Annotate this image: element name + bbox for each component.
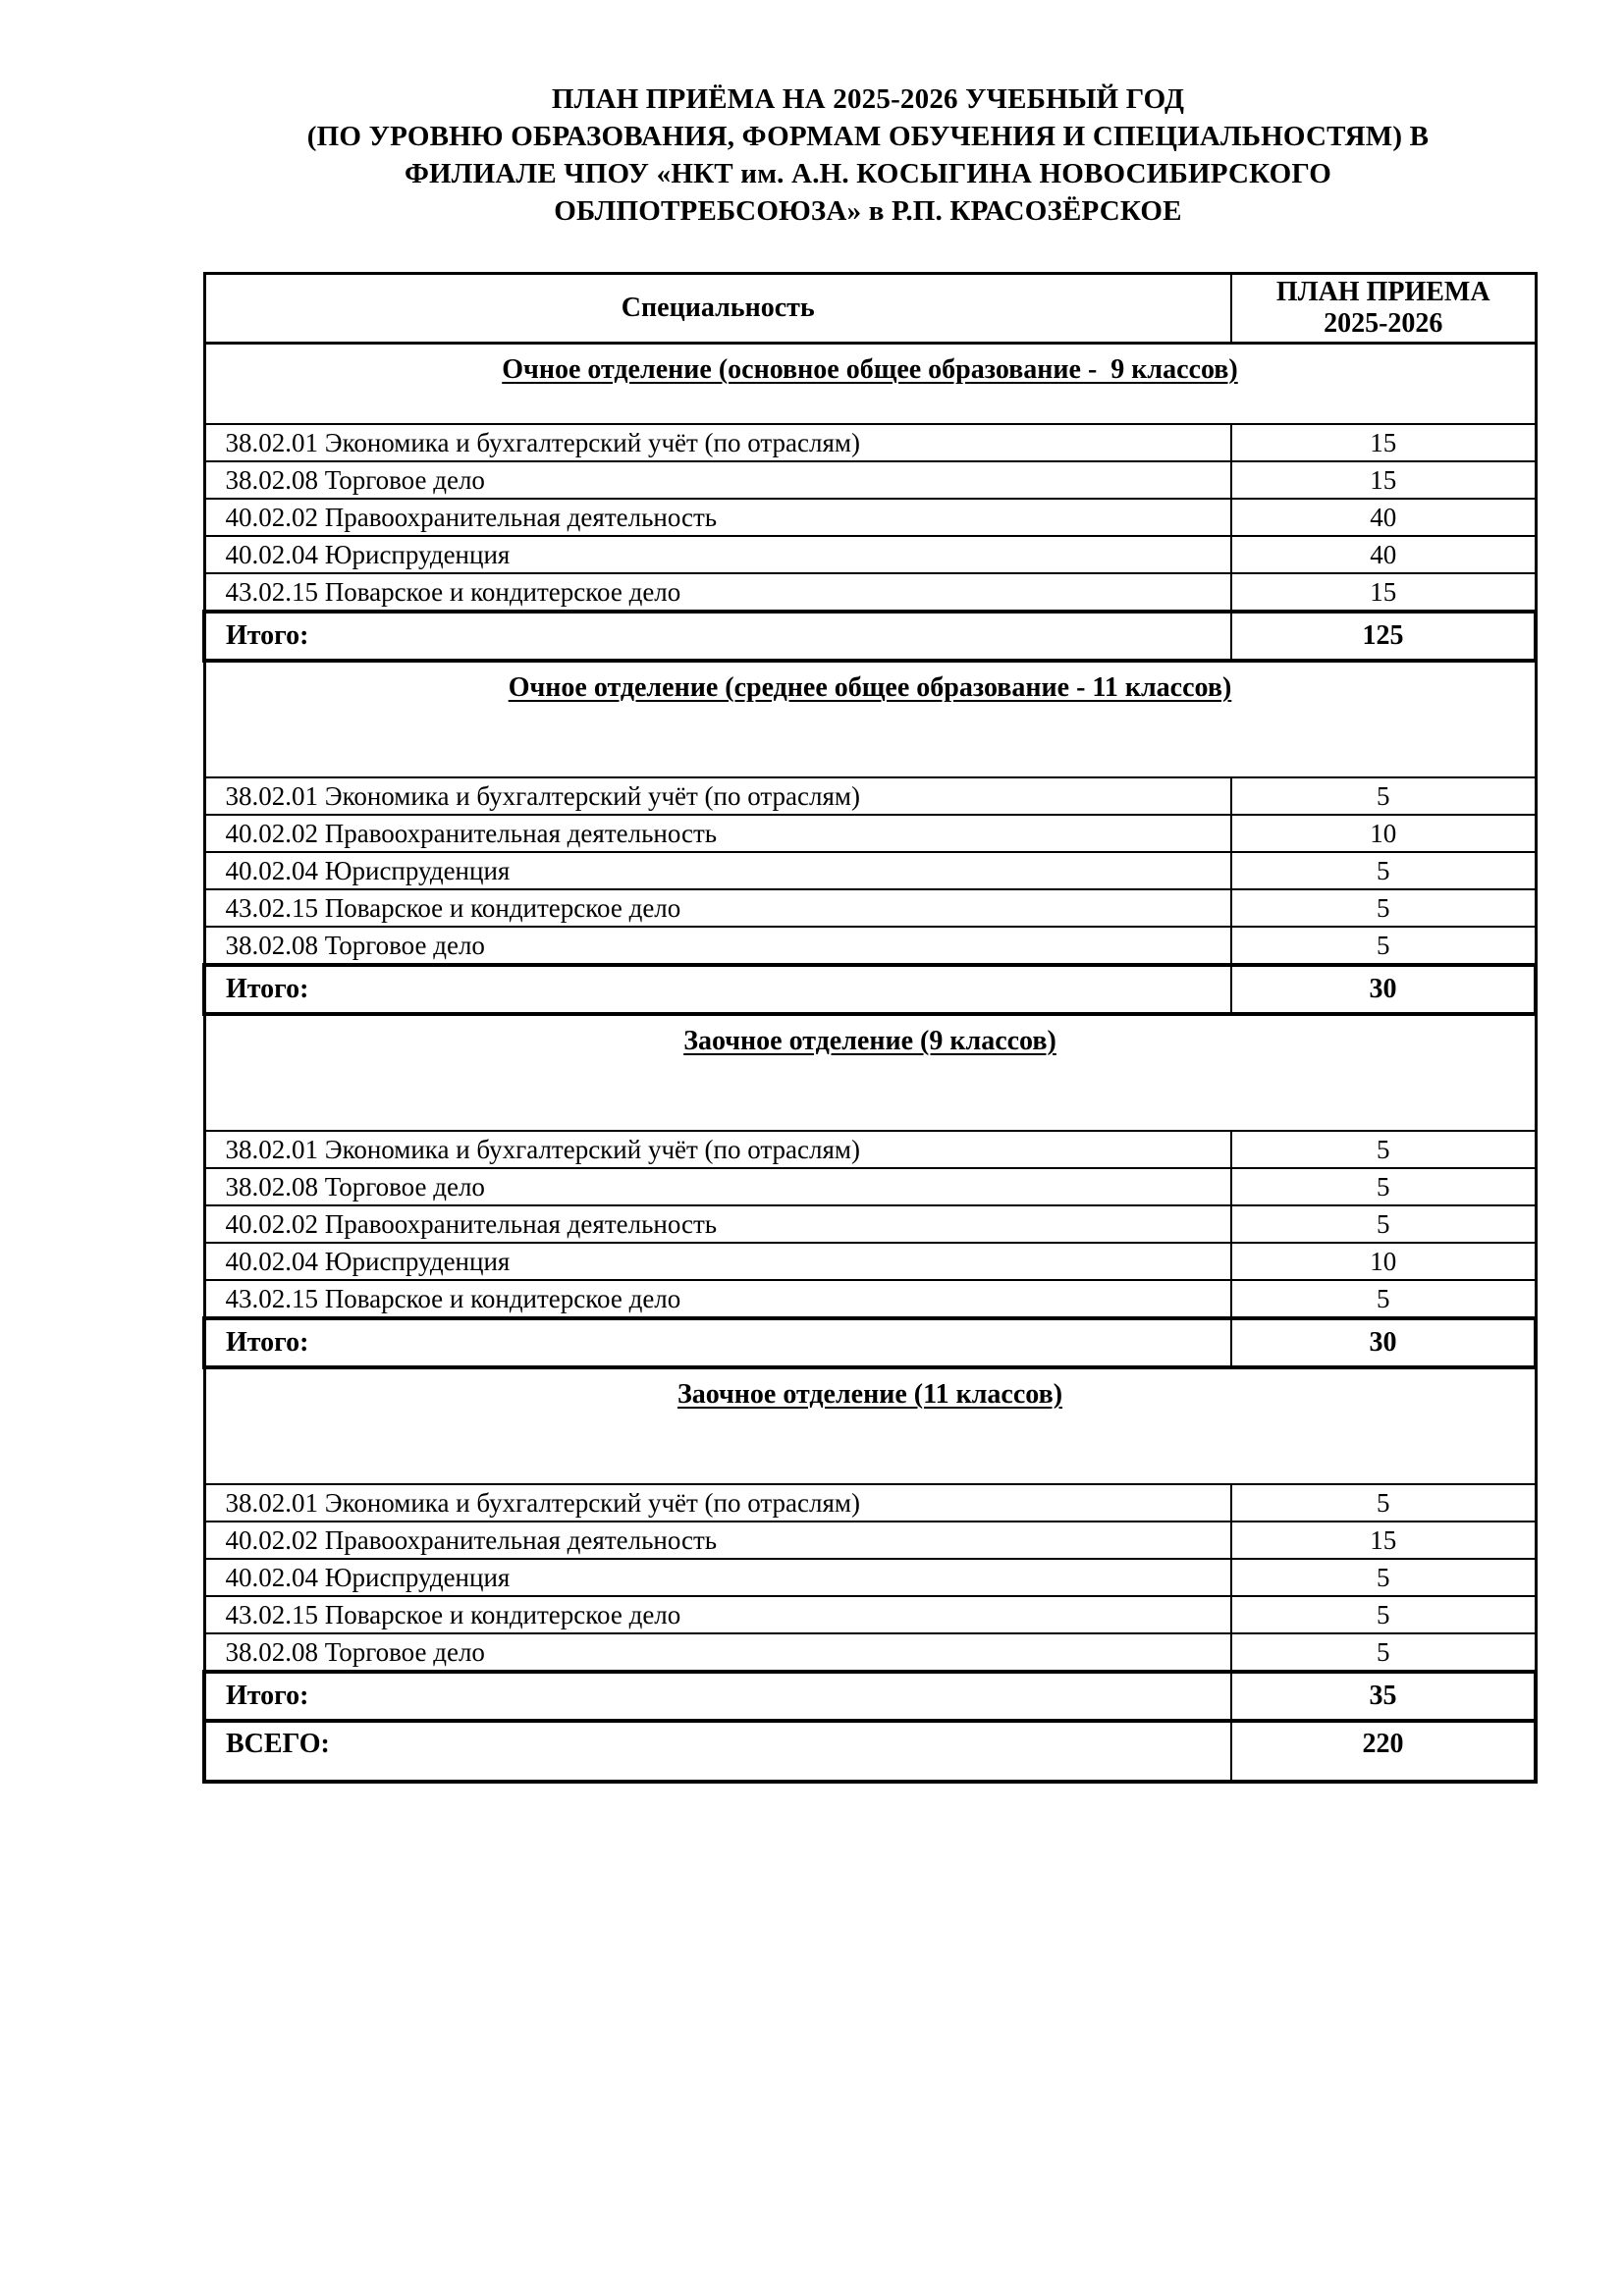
section-total-row — [204, 965, 1536, 1014]
spec-row — [204, 1596, 1536, 1633]
spec-name-cell: 40.02.02 Правоохранительная деятельность — [204, 1522, 1231, 1559]
plan-value-cell: 15 — [1231, 573, 1536, 612]
plan-value-cell: 5 — [1231, 927, 1536, 965]
plan-value-cell: 5 — [1231, 1559, 1536, 1596]
grand-total-label-cell: ВСЕГО: — [204, 1721, 1231, 1782]
specialty-column-header: Специальность — [204, 274, 1231, 344]
spec-row — [204, 1484, 1536, 1522]
section-title: Очное отделение (среднее общее образование - 11 классов) — [508, 672, 1232, 703]
plan-value-cell: 40 — [1231, 536, 1536, 573]
spec-row — [204, 889, 1536, 927]
spec-name-cell: 38.02.08 Торговое дело — [204, 927, 1231, 965]
plan-value-cell: 40 — [1231, 499, 1536, 536]
admission-plan-table — [202, 272, 1538, 1784]
spec-name-cell: 43.02.15 Поварское и кондитерское дело — [204, 1280, 1231, 1318]
total-value-cell: 30 — [1231, 965, 1536, 1014]
plan-value-cell: 5 — [1231, 777, 1536, 815]
title-line-2: (ПО УРОВНЮ ОБРАЗОВАНИЯ, ФОРМАМ ОБУЧЕНИЯ И СПЕЦИАЛЬНОСТЯМ) В — [306, 121, 1430, 152]
spec-row — [204, 1131, 1536, 1168]
spec-row — [204, 1559, 1536, 1596]
total-label-cell: Итого: — [204, 1672, 1231, 1721]
spec-row — [204, 1280, 1536, 1318]
plan-value-cell: 10 — [1231, 1243, 1536, 1280]
spec-row — [204, 1243, 1536, 1280]
spec-name-cell: 40.02.02 Правоохранительная деятельность — [204, 1205, 1231, 1243]
spec-name-cell: 38.02.01 Экономика и бухгалтерский учёт (по отраслям) — [204, 424, 1231, 461]
total-label-cell: Итого: — [204, 1318, 1231, 1367]
plan-column-header — [1231, 274, 1536, 344]
spec-name-cell: 40.02.04 Юриспруденция — [204, 852, 1231, 889]
plan-value-cell: 5 — [1231, 1633, 1536, 1672]
spec-name-cell: 40.02.04 Юриспруденция — [204, 1559, 1231, 1596]
grand-total-row — [204, 1721, 1536, 1782]
spec-row — [204, 1168, 1536, 1205]
section-total-row — [204, 612, 1536, 661]
total-value-cell: 35 — [1231, 1672, 1536, 1721]
section-title: Заочное отделение (9 классов) — [683, 1026, 1056, 1056]
spec-row — [204, 536, 1536, 573]
spec-row — [204, 815, 1536, 852]
spec-row — [204, 424, 1536, 461]
document-title — [202, 0, 1534, 230]
spec-row — [204, 499, 1536, 536]
plan-value-cell: 5 — [1231, 1168, 1536, 1205]
section-total-row — [204, 1318, 1536, 1367]
section-title: Заочное отделение (11 классов) — [677, 1379, 1063, 1410]
plan-value-cell: 5 — [1231, 1205, 1536, 1243]
spec-name-cell: 38.02.08 Торговое дело — [204, 1168, 1231, 1205]
total-value-cell: 125 — [1231, 612, 1536, 661]
section-title: Очное отделение (основное общее образование - 9 классов) — [502, 354, 1238, 385]
spec-name-cell: 40.02.02 Правоохранительная деятельность — [204, 499, 1231, 536]
table-header-row — [204, 274, 1536, 344]
spec-name-cell: 43.02.15 Поварское и кондитерское дело — [204, 889, 1231, 927]
title-line-1: ПЛАН ПРИЁМА НА 2025-2026 УЧЕБНЫЙ ГОД — [551, 83, 1185, 115]
plan-value-cell: 5 — [1231, 1484, 1536, 1522]
grand-total-value-cell: 220 — [1231, 1721, 1536, 1782]
plan-value-cell: 5 — [1231, 1131, 1536, 1168]
spec-row — [204, 461, 1536, 499]
section-header-zaochnoe-9 — [204, 1014, 1536, 1131]
spec-row — [204, 573, 1536, 612]
section-header-zaochnoe-11 — [204, 1367, 1536, 1484]
spec-name-cell: 40.02.04 Юриспруденция — [204, 1243, 1231, 1280]
spec-name-cell: 40.02.04 Юриспруденция — [204, 536, 1231, 573]
plan-value-cell: 5 — [1231, 1280, 1536, 1318]
title-line-3: ФИЛИАЛЕ ЧПОУ «НКТ им. А.Н. КОСЫГИНА НОВОСИБИРСКОГО — [404, 158, 1332, 189]
spec-name-cell: 43.02.15 Поварское и кондитерское дело — [204, 1596, 1231, 1633]
plan-value-cell: 15 — [1231, 461, 1536, 499]
plan-value-cell: 5 — [1231, 852, 1536, 889]
plan-value-cell: 5 — [1231, 889, 1536, 927]
plan-value-cell: 10 — [1231, 815, 1536, 852]
title-line-4: ОБЛПОТРЕБСОЮЗА» в Р.П. КРАСОЗЁРСКОЕ — [554, 195, 1182, 227]
plan-header-line-1: ПЛАН ПРИЕМА — [1275, 277, 1490, 307]
spec-row — [204, 777, 1536, 815]
spec-row — [204, 927, 1536, 965]
spec-name-cell: 38.02.01 Экономика и бухгалтерский учёт (по отраслям) — [204, 1131, 1231, 1168]
spec-name-cell: 40.02.02 Правоохранительная деятельность — [204, 815, 1231, 852]
plan-value-cell: 5 — [1231, 1596, 1536, 1633]
spec-row — [204, 1633, 1536, 1672]
spec-row — [204, 1205, 1536, 1243]
total-label-cell: Итого: — [204, 965, 1231, 1014]
spec-row — [204, 852, 1536, 889]
spec-name-cell: 38.02.08 Торговое дело — [204, 1633, 1231, 1672]
spec-name-cell: 38.02.01 Экономика и бухгалтерский учёт (по отраслям) — [204, 777, 1231, 815]
total-value-cell: 30 — [1231, 1318, 1536, 1367]
spec-name-cell: 38.02.08 Торговое дело — [204, 461, 1231, 499]
total-label-cell: Итого: — [204, 612, 1231, 661]
spec-name-cell: 43.02.15 Поварское и кондитерское дело — [204, 573, 1231, 612]
spec-name-cell: 38.02.01 Экономика и бухгалтерский учёт (по отраслям) — [204, 1484, 1231, 1522]
section-header-ochnoe-11 — [204, 661, 1536, 777]
plan-value-cell: 15 — [1231, 1522, 1536, 1559]
spec-row — [204, 1522, 1536, 1559]
section-total-row — [204, 1672, 1536, 1721]
section-header-ochnoe-9 — [204, 344, 1536, 425]
plan-header-line-2: 2025-2026 — [1324, 308, 1443, 339]
plan-value-cell: 15 — [1231, 424, 1536, 461]
